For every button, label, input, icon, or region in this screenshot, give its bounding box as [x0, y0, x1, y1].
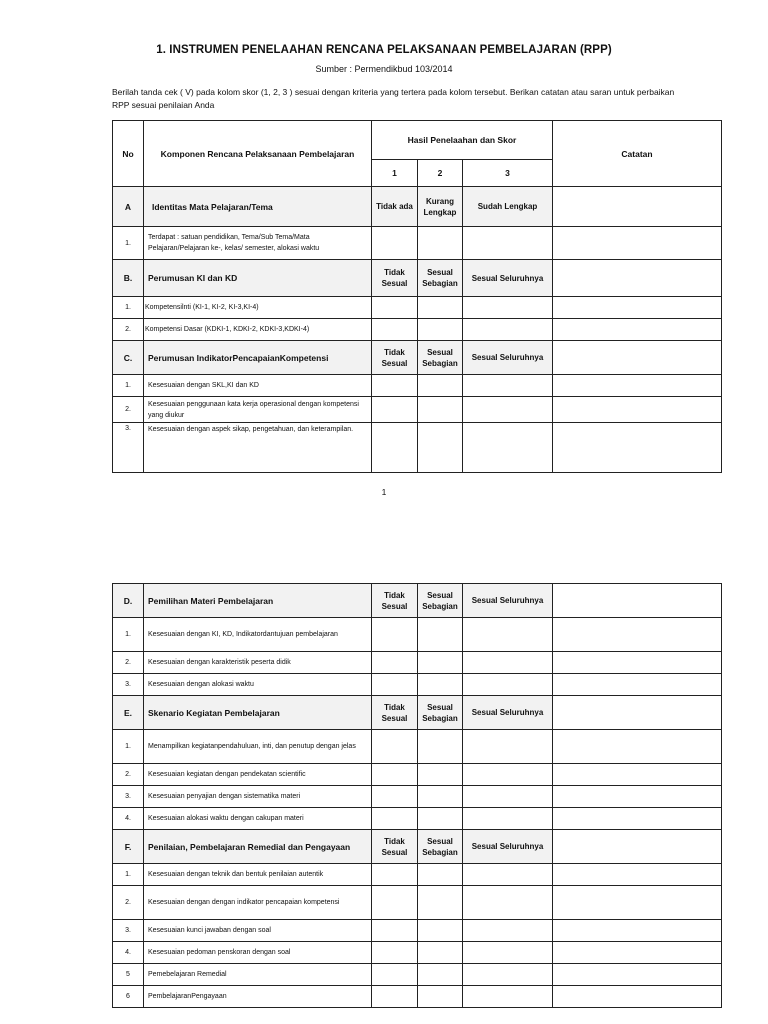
- notes-cell[interactable]: [553, 319, 722, 341]
- item-text: Kesesuaian dengan aspek sikap, pengetahuan, dan keterampilan.: [144, 423, 372, 473]
- option-1: Tidak Sesual: [372, 830, 418, 864]
- item-text: Kesesuaian kegiatan dengan pendekatan scientific: [144, 764, 372, 786]
- section-number: E.: [113, 696, 144, 730]
- rpp-review-table-page-2: [112, 583, 722, 1008]
- section-row-c: [113, 341, 722, 375]
- option-1: Tidak ada: [372, 187, 418, 227]
- score-1-cell[interactable]: [372, 319, 418, 341]
- table-row: [113, 964, 722, 986]
- score-3-cell[interactable]: [463, 652, 553, 674]
- table-row: [113, 808, 722, 830]
- option-1: Tidak Sesual: [372, 696, 418, 730]
- item-number: 2.: [113, 397, 144, 423]
- section-row-e: [113, 696, 722, 730]
- section-title: Perumusan KI dan KD: [144, 260, 372, 297]
- table-row: [113, 764, 722, 786]
- notes-cell[interactable]: [553, 986, 722, 1008]
- item-text: Kompetensi Dasar (KDKI-1, KDKI-2, KDKI-3,KDKI-4): [144, 319, 372, 341]
- table-row: [113, 423, 722, 473]
- item-number: 1.: [113, 297, 144, 319]
- header-score-3: 3: [463, 160, 553, 187]
- document-source: Sumber : Permendikbud 103/2014: [315, 64, 453, 74]
- score-2-cell[interactable]: [418, 786, 463, 808]
- score-1-cell[interactable]: [372, 227, 418, 260]
- item-number: 1.: [113, 375, 144, 397]
- rpp-review-table-page-1: [112, 120, 722, 473]
- score-1-cell[interactable]: [372, 886, 418, 920]
- score-3-cell[interactable]: [463, 764, 553, 786]
- score-2-cell[interactable]: [418, 730, 463, 764]
- notes-cell[interactable]: [553, 341, 722, 375]
- score-3-cell[interactable]: [463, 942, 553, 964]
- notes-cell[interactable]: [553, 227, 722, 260]
- score-1-cell[interactable]: [372, 652, 418, 674]
- score-2-cell[interactable]: [418, 227, 463, 260]
- score-3-cell[interactable]: [463, 920, 553, 942]
- table-row: [113, 227, 722, 260]
- score-1-cell[interactable]: [372, 397, 418, 423]
- score-3-cell[interactable]: [463, 375, 553, 397]
- notes-cell[interactable]: [553, 618, 722, 652]
- item-text: Menampilkan kegiatanpendahuluan, inti, dan penutup dengan jelas: [144, 730, 372, 764]
- table-row: [113, 652, 722, 674]
- score-2-cell[interactable]: [418, 652, 463, 674]
- notes-cell[interactable]: [553, 652, 722, 674]
- item-number: 1.: [113, 864, 144, 886]
- score-1-cell[interactable]: [372, 674, 418, 696]
- score-3-cell[interactable]: [463, 674, 553, 696]
- option-3: Sesual Seluruhnya: [463, 696, 553, 730]
- score-2-cell[interactable]: [418, 808, 463, 830]
- item-text: Kesesuaian kunci jawaban dengan soal: [144, 920, 372, 942]
- table-row: [113, 986, 722, 1008]
- section-row-b: [113, 260, 722, 297]
- option-2: Sesual Sebagian: [418, 830, 463, 864]
- option-2: Sesual Sebagian: [418, 584, 463, 618]
- score-3-cell[interactable]: [463, 964, 553, 986]
- table-row: [113, 319, 722, 341]
- notes-cell[interactable]: [553, 964, 722, 986]
- item-number: 1.: [113, 730, 144, 764]
- score-1-cell[interactable]: [372, 920, 418, 942]
- section-title: Perumusan IndikatorPencapaianKompetensi: [144, 341, 372, 375]
- score-1-cell[interactable]: [372, 423, 418, 473]
- notes-cell[interactable]: [553, 297, 722, 319]
- document-title: 1. INSTRUMEN PENELAAHAN RENCANA PELAKSANAAN PEMBELAJARAN (RPP): [156, 44, 612, 56]
- item-text: Pemebelajaran Remedial: [144, 964, 372, 986]
- score-3-cell[interactable]: [463, 786, 553, 808]
- notes-cell[interactable]: [553, 375, 722, 397]
- score-1-cell[interactable]: [372, 808, 418, 830]
- notes-cell[interactable]: [553, 730, 722, 764]
- item-text: Kesesuaian alokasi waktu dengan cakupan materi: [144, 808, 372, 830]
- item-number: 3.: [113, 786, 144, 808]
- score-2-cell[interactable]: [418, 397, 463, 423]
- section-number: B.: [113, 260, 144, 297]
- item-number: 2.: [113, 319, 144, 341]
- option-1: Tidak Sesual: [372, 260, 418, 297]
- notes-cell[interactable]: [553, 674, 722, 696]
- score-2-cell[interactable]: [418, 297, 463, 319]
- option-3: Sesual Seluruhnya: [463, 584, 553, 618]
- header-component: Komponen Rencana Pelaksanaan Pembelajaran: [144, 121, 372, 187]
- section-number: F.: [113, 830, 144, 864]
- score-2-cell[interactable]: [418, 423, 463, 473]
- item-number: 3.: [113, 920, 144, 942]
- notes-cell[interactable]: [553, 864, 722, 886]
- score-3-cell[interactable]: [463, 297, 553, 319]
- table-row: [113, 618, 722, 652]
- section-title: Skenario Kegiatan Pembelajaran: [144, 696, 372, 730]
- header-notes: Catatan: [553, 121, 722, 187]
- option-1: Tidak Sesual: [372, 341, 418, 375]
- notes-cell[interactable]: [553, 397, 722, 423]
- section-number: A: [113, 187, 144, 227]
- score-2-cell[interactable]: [418, 674, 463, 696]
- notes-cell[interactable]: [553, 830, 722, 864]
- item-text: Kesesuaian dengan teknik dan bentuk penilaian autentik: [144, 864, 372, 886]
- score-1-cell[interactable]: [372, 618, 418, 652]
- header-no: No: [113, 121, 144, 187]
- score-1-cell[interactable]: [372, 297, 418, 319]
- item-text: Kesesuaian pedoman penskoran dengan soal: [144, 942, 372, 964]
- table-row: [113, 942, 722, 964]
- table-row: [113, 886, 722, 920]
- item-number: 3.: [113, 674, 144, 696]
- option-2: Sesual Sebagian: [418, 341, 463, 375]
- item-number: 4.: [113, 808, 144, 830]
- score-3-cell[interactable]: [463, 227, 553, 260]
- header-score-1: 1: [372, 160, 418, 187]
- option-3: Sesual Seluruhnya: [463, 260, 553, 297]
- header-results: Hasil Penelaahan dan Skor: [372, 121, 553, 160]
- score-2-cell[interactable]: [418, 618, 463, 652]
- item-number: 6: [113, 986, 144, 1008]
- section-number: D.: [113, 584, 144, 618]
- item-text: Kesesuaian dengan dengan indikator pencapaian kompetensi: [144, 886, 372, 920]
- table-row: [113, 730, 722, 764]
- score-1-cell[interactable]: [372, 786, 418, 808]
- item-text: Terdapat : satuan pendidikan, Tema/Sub Tema/Mata Pelajaran/Pelajaran ke-, kelas/ semester, alokasi waktu: [144, 227, 372, 260]
- header-score-2: 2: [418, 160, 463, 187]
- item-text: Kesesuaian dengan alokasi waktu: [144, 674, 372, 696]
- score-2-cell[interactable]: [418, 375, 463, 397]
- score-1-cell[interactable]: [372, 764, 418, 786]
- instructions: Berilah tanda cek ( V) pada kolom skor (1, 2, 3 ) sesuai dengan kriteria yang tertera pada kolom tersebut. Berikan catatan atau saran untuk perbaikan RPP sesuai penilaian Anda: [112, 87, 675, 110]
- item-number: 4.: [113, 942, 144, 964]
- table-row: [113, 397, 722, 423]
- score-2-cell[interactable]: [418, 864, 463, 886]
- table-row: [113, 920, 722, 942]
- score-1-cell[interactable]: [372, 864, 418, 886]
- section-row-d: [113, 584, 722, 618]
- table-row: [113, 674, 722, 696]
- score-3-cell[interactable]: [463, 730, 553, 764]
- table-row: [113, 375, 722, 397]
- notes-cell[interactable]: [553, 920, 722, 942]
- score-2-cell[interactable]: [418, 986, 463, 1008]
- notes-cell[interactable]: [553, 423, 722, 473]
- score-3-cell[interactable]: [463, 423, 553, 473]
- score-3-cell[interactable]: [463, 986, 553, 1008]
- score-1-cell[interactable]: [372, 730, 418, 764]
- score-1-cell[interactable]: [372, 942, 418, 964]
- option-1: Tidak Sesual: [372, 584, 418, 618]
- option-3: Sudah Lengkap: [463, 187, 553, 227]
- notes-cell[interactable]: [553, 942, 722, 964]
- item-number: 2.: [113, 764, 144, 786]
- score-3-cell[interactable]: [463, 319, 553, 341]
- score-3-cell[interactable]: [463, 864, 553, 886]
- score-2-cell[interactable]: [418, 764, 463, 786]
- score-2-cell[interactable]: [418, 886, 463, 920]
- item-number: 1.: [113, 618, 144, 652]
- item-text: Kesesuaian dengan SKL,KI dan KD: [144, 375, 372, 397]
- page-number: 1: [381, 487, 387, 497]
- score-3-cell[interactable]: [463, 808, 553, 830]
- score-3-cell[interactable]: [463, 886, 553, 920]
- option-2: Sesual Sebagian: [418, 260, 463, 297]
- score-3-cell[interactable]: [463, 618, 553, 652]
- section-row-f: [113, 830, 722, 864]
- table-row: [113, 297, 722, 319]
- item-number: 2.: [113, 886, 144, 920]
- item-number: 2.: [113, 652, 144, 674]
- option-3: Sesual Seluruhnya: [463, 341, 553, 375]
- score-1-cell[interactable]: [372, 964, 418, 986]
- item-text: Kesesuaian dengan KI, KD, Indikatordantujuan pembelajaran: [144, 618, 372, 652]
- section-title: Identitas Mata Pelajaran/Tema: [144, 187, 372, 227]
- option-2: Sesual Sebagian: [418, 696, 463, 730]
- notes-cell[interactable]: [553, 260, 722, 297]
- item-number: 1.: [113, 227, 144, 260]
- score-1-cell[interactable]: [372, 375, 418, 397]
- item-text: Kompetensilnti (KI-1, KI-2, KI-3,KI-4): [144, 297, 372, 319]
- notes-cell[interactable]: [553, 696, 722, 730]
- score-2-cell[interactable]: [418, 920, 463, 942]
- section-number: C.: [113, 341, 144, 375]
- option-2: Kurang Lengkap: [418, 187, 463, 227]
- section-title: Penilaian, Pembelajaran Remedial dan Pengayaan: [144, 830, 372, 864]
- score-2-cell[interactable]: [418, 964, 463, 986]
- option-3: Sesual Seluruhnya: [463, 830, 553, 864]
- score-1-cell[interactable]: [372, 986, 418, 1008]
- notes-cell[interactable]: [553, 808, 722, 830]
- table-row: [113, 786, 722, 808]
- notes-cell[interactable]: [553, 886, 722, 920]
- notes-cell[interactable]: [553, 786, 722, 808]
- item-number: 5: [113, 964, 144, 986]
- item-text: Kesesuaian penggunaan kata kerja operasional dengan kompetensi yang diukur: [144, 397, 372, 423]
- item-text: Kesesuaian penyajian dengan sistematika materi: [144, 786, 372, 808]
- score-2-cell[interactable]: [418, 319, 463, 341]
- item-text: Kesesuaian dengan karakteristik peserta didik: [144, 652, 372, 674]
- item-number: 3.: [113, 423, 144, 473]
- score-3-cell[interactable]: [463, 397, 553, 423]
- notes-cell[interactable]: [553, 187, 722, 227]
- section-row-a: [113, 187, 722, 227]
- table-row: [113, 864, 722, 886]
- score-2-cell[interactable]: [418, 942, 463, 964]
- section-title: Pemilihan Materi Pembelajaran: [144, 584, 372, 618]
- notes-cell[interactable]: [553, 764, 722, 786]
- item-text: PembelajaranPengayaan: [144, 986, 372, 1008]
- notes-cell[interactable]: [553, 584, 722, 618]
